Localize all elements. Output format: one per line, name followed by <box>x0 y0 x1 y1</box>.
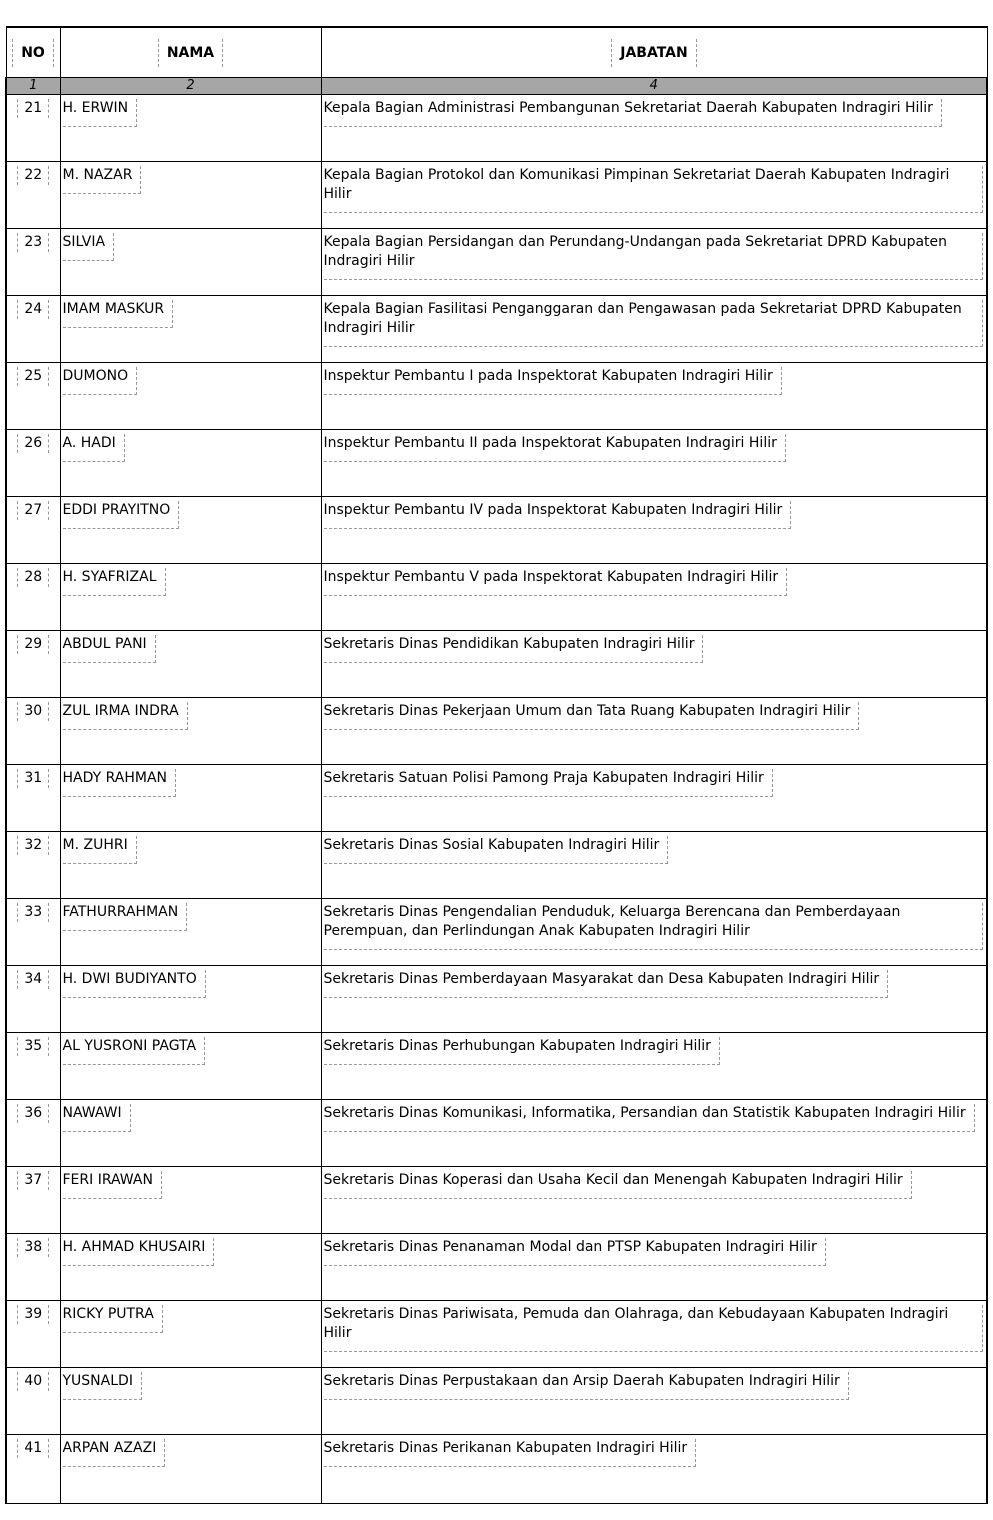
row-nama: EDDI PRAYITNO <box>63 501 180 529</box>
table-row <box>6 832 987 899</box>
table-row <box>6 765 987 832</box>
row-nama: RICKY PUTRA <box>63 1305 163 1333</box>
row-jabatan-cell <box>321 497 987 564</box>
row-number-cell <box>6 966 60 1033</box>
row-jabatan: Sekretaris Dinas Koperasi dan Usaha Kecil dan Menengah Kabupaten Indragiri Hilir <box>324 1171 912 1199</box>
officials-table <box>5 26 988 1504</box>
row-jabatan-cell <box>321 296 987 363</box>
column-number-no: 1 <box>6 78 60 95</box>
row-jabatan: Inspektur Pembantu IV pada Inspektorat Kabupaten Indragiri Hilir <box>324 501 792 529</box>
table-row <box>6 162 987 229</box>
row-nama: ABDUL PANI <box>63 635 156 663</box>
row-nama-cell <box>60 95 321 162</box>
row-nama: H. SYAFRIZAL <box>63 568 166 596</box>
row-nama-cell <box>60 765 321 832</box>
row-nama-cell <box>60 162 321 229</box>
row-nama-cell <box>60 363 321 430</box>
table-row <box>6 631 987 698</box>
row-nama: H. AHMAD KHUSAIRI <box>63 1238 215 1266</box>
row-nama: H. DWI BUDIYANTO <box>63 970 206 998</box>
column-number-row <box>6 78 987 95</box>
row-nama-cell <box>60 430 321 497</box>
row-number-cell <box>6 1234 60 1301</box>
row-nama-cell <box>60 564 321 631</box>
row-number: 37 <box>17 1171 49 1190</box>
row-number: 26 <box>17 434 49 453</box>
row-number-cell <box>6 497 60 564</box>
row-jabatan: Sekretaris Dinas Pemberdayaan Masyarakat dan Desa Kabupaten Indragiri Hilir <box>324 970 889 998</box>
row-number: 33 <box>17 903 49 922</box>
row-nama: HADY RAHMAN <box>63 769 177 797</box>
row-number-cell <box>6 229 60 296</box>
row-number-cell <box>6 1368 60 1435</box>
row-number-cell <box>6 698 60 765</box>
row-number: 30 <box>17 702 49 721</box>
row-jabatan-cell <box>321 1368 987 1435</box>
table-row <box>6 1100 987 1167</box>
row-jabatan-cell <box>321 430 987 497</box>
row-number-cell <box>6 1033 60 1100</box>
table-row <box>6 1301 987 1368</box>
row-jabatan: Sekretaris Satuan Polisi Pamong Praja Kabupaten Indragiri Hilir <box>324 769 773 797</box>
row-nama: NAWAWI <box>63 1104 131 1132</box>
header-nama: NAMA <box>60 27 321 78</box>
table-row <box>6 296 987 363</box>
table-row <box>6 229 987 296</box>
row-nama: FERI IRAWAN <box>63 1171 162 1199</box>
row-jabatan: Sekretaris Dinas Perikanan Kabupaten Indragiri Hilir <box>324 1439 697 1467</box>
row-nama: IMAM MASKUR <box>63 300 174 328</box>
row-nama: H. ERWIN <box>63 99 138 127</box>
row-nama: ARPAN AZAZI <box>63 1439 166 1467</box>
row-number: 38 <box>17 1238 49 1257</box>
row-jabatan: Sekretaris Dinas Pengendalian Penduduk, Keluarga Berencana dan Pemberdayaan Perempuan, dan Perlindungan Anak Kabupaten Indragiri Hilir <box>324 903 983 950</box>
row-number-cell <box>6 430 60 497</box>
row-number-cell <box>6 162 60 229</box>
row-jabatan: Sekretaris Dinas Pariwisata, Pemuda dan Olahraga, dan Kebudayaan Kabupaten Indragiri Hilir <box>324 1305 983 1352</box>
row-jabatan-cell <box>321 1435 987 1504</box>
row-number-cell <box>6 1435 60 1504</box>
row-nama: SILVIA <box>63 233 115 261</box>
row-nama: M. ZUHRI <box>63 836 137 864</box>
row-jabatan: Kepala Bagian Persidangan dan Perundang-Undangan pada Sekretariat DPRD Kabupaten Indragiri Hilir <box>324 233 983 280</box>
row-jabatan-cell <box>321 1301 987 1368</box>
row-nama-cell <box>60 698 321 765</box>
row-jabatan-cell <box>321 162 987 229</box>
row-nama-cell <box>60 966 321 1033</box>
row-nama-cell <box>60 1167 321 1234</box>
row-jabatan: Sekretaris Dinas Pekerjaan Umum dan Tata Ruang Kabupaten Indragiri Hilir <box>324 702 860 730</box>
row-jabatan-cell <box>321 1167 987 1234</box>
table-row <box>6 1368 987 1435</box>
row-jabatan: Inspektur Pembantu V pada Inspektorat Kabupaten Indragiri Hilir <box>324 568 788 596</box>
row-nama: A. HADI <box>63 434 125 462</box>
table-row <box>6 1033 987 1100</box>
row-number-cell <box>6 296 60 363</box>
row-nama: YUSNALDI <box>63 1372 142 1400</box>
header-no: NO <box>6 27 60 78</box>
row-nama: FATHURRAHMAN <box>63 903 188 931</box>
table-row <box>6 564 987 631</box>
table-row <box>6 1234 987 1301</box>
row-nama-cell <box>60 1301 321 1368</box>
row-nama-cell <box>60 497 321 564</box>
row-jabatan: Inspektur Pembantu II pada Inspektorat Kabupaten Indragiri Hilir <box>324 434 786 462</box>
row-jabatan: Inspektur Pembantu I pada Inspektorat Kabupaten Indragiri Hilir <box>324 367 782 395</box>
row-number: 31 <box>17 769 49 788</box>
row-number: 27 <box>17 501 49 520</box>
row-jabatan: Kepala Bagian Administrasi Pembangunan Sekretariat Daerah Kabupaten Indragiri Hilir <box>324 99 942 127</box>
column-number-nama: 2 <box>60 78 321 95</box>
row-jabatan-cell <box>321 765 987 832</box>
table-row <box>6 966 987 1033</box>
table-row <box>6 899 987 966</box>
row-number: 36 <box>17 1104 49 1123</box>
column-number-jabatan: 4 <box>321 78 987 95</box>
row-number-cell <box>6 1301 60 1368</box>
row-jabatan: Sekretaris Dinas Penanaman Modal dan PTSP Kabupaten Indragiri Hilir <box>324 1238 826 1266</box>
row-jabatan: Sekretaris Dinas Perhubungan Kabupaten Indragiri Hilir <box>324 1037 720 1065</box>
row-nama-cell <box>60 1435 321 1504</box>
row-number: 24 <box>17 300 49 319</box>
row-jabatan-cell <box>321 966 987 1033</box>
row-nama-cell <box>60 832 321 899</box>
row-number-cell <box>6 832 60 899</box>
row-number: 39 <box>17 1305 49 1324</box>
row-jabatan-cell <box>321 698 987 765</box>
row-jabatan: Sekretaris Dinas Perpustakaan dan Arsip Daerah Kabupaten Indragiri Hilir <box>324 1372 849 1400</box>
table-header-row <box>6 27 987 78</box>
row-number: 41 <box>17 1439 49 1458</box>
row-number: 34 <box>17 970 49 989</box>
row-nama: ZUL IRMA INDRA <box>63 702 188 730</box>
row-number: 23 <box>17 233 49 252</box>
row-nama-cell <box>60 1100 321 1167</box>
row-jabatan-cell <box>321 1234 987 1301</box>
row-number-cell <box>6 1167 60 1234</box>
row-nama: AL YUSRONI PAGTA <box>63 1037 206 1065</box>
row-jabatan-cell <box>321 363 987 430</box>
row-number: 35 <box>17 1037 49 1056</box>
row-number-cell <box>6 631 60 698</box>
table-row <box>6 1435 987 1504</box>
row-jabatan: Sekretaris Dinas Sosial Kabupaten Indragiri Hilir <box>324 836 669 864</box>
row-number: 29 <box>17 635 49 654</box>
row-number-cell <box>6 765 60 832</box>
row-jabatan-cell <box>321 229 987 296</box>
row-jabatan-cell <box>321 1100 987 1167</box>
row-number-cell <box>6 1100 60 1167</box>
row-nama-cell <box>60 1368 321 1435</box>
row-nama: M. NAZAR <box>63 166 142 194</box>
row-jabatan-cell <box>321 95 987 162</box>
row-jabatan-cell <box>321 564 987 631</box>
row-nama-cell <box>60 1234 321 1301</box>
row-number: 21 <box>17 99 49 118</box>
row-jabatan: Sekretaris Dinas Komunikasi, Informatika, Persandian dan Statistik Kabupaten Indragiri Hilir <box>324 1104 975 1132</box>
table-row <box>6 497 987 564</box>
row-jabatan-cell <box>321 832 987 899</box>
row-nama-cell <box>60 229 321 296</box>
row-nama-cell <box>60 631 321 698</box>
row-number-cell <box>6 95 60 162</box>
row-number: 22 <box>17 166 49 185</box>
row-nama-cell <box>60 899 321 966</box>
row-jabatan-cell <box>321 631 987 698</box>
table-row <box>6 95 987 162</box>
table-row <box>6 698 987 765</box>
row-number-cell <box>6 899 60 966</box>
row-nama-cell <box>60 296 321 363</box>
row-number: 40 <box>17 1372 49 1391</box>
row-number: 32 <box>17 836 49 855</box>
table-row <box>6 1167 987 1234</box>
row-jabatan-cell <box>321 1033 987 1100</box>
row-number: 25 <box>17 367 49 386</box>
header-jabatan: JABATAN <box>321 27 987 78</box>
row-number-cell <box>6 564 60 631</box>
row-number-cell <box>6 363 60 430</box>
row-jabatan: Kepala Bagian Protokol dan Komunikasi Pimpinan Sekretariat Daerah Kabupaten Indragiri Hilir <box>324 166 983 213</box>
row-jabatan: Sekretaris Dinas Pendidikan Kabupaten Indragiri Hilir <box>324 635 704 663</box>
row-nama-cell <box>60 1033 321 1100</box>
row-jabatan: Kepala Bagian Fasilitasi Penganggaran dan Pengawasan pada Sekretariat DPRD Kabupaten Indragiri Hilir <box>324 300 983 347</box>
table-row <box>6 363 987 430</box>
row-nama: DUMONO <box>63 367 138 395</box>
row-number: 28 <box>17 568 49 587</box>
row-jabatan-cell <box>321 899 987 966</box>
table-row <box>6 430 987 497</box>
